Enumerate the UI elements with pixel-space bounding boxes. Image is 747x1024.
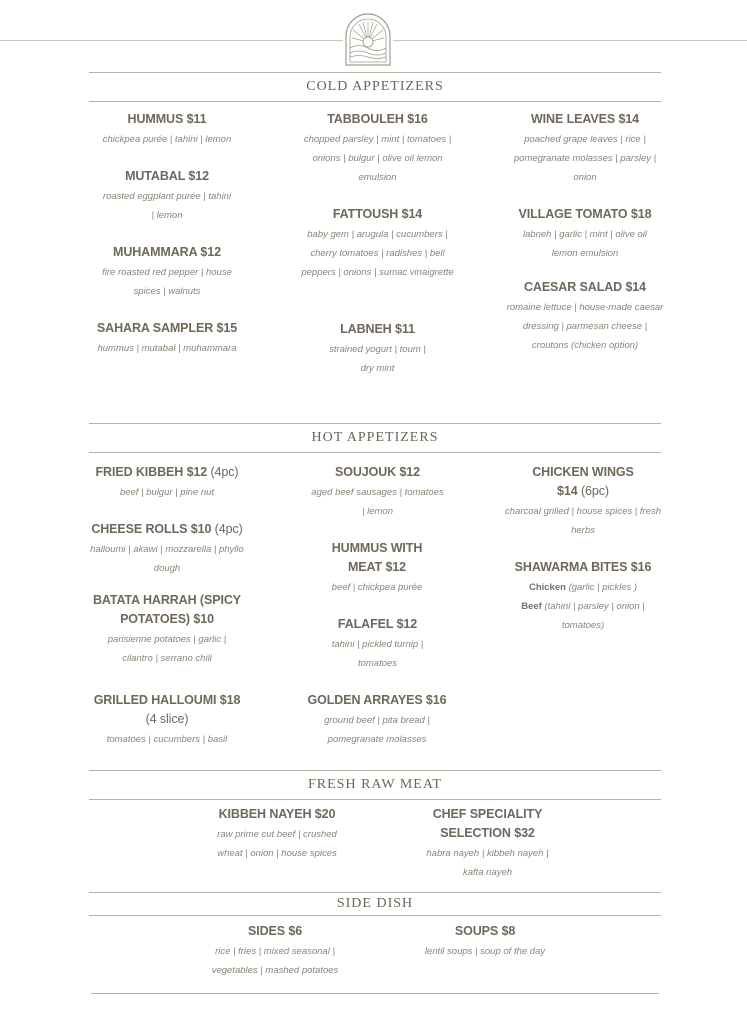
- menu-item: [92, 691, 242, 749]
- section-title-hot-appetizers: HOT APPETIZERS: [89, 423, 661, 453]
- item-name: MUTABAL $12: [125, 169, 209, 183]
- menu-item: [310, 463, 445, 521]
- item-description: aged beef sausages | tomatoes | lemon: [311, 487, 444, 517]
- menu-item: [300, 110, 455, 187]
- item-name: FALAFEL $12: [337, 617, 418, 631]
- item-name: GOLDEN ARRAYES $16: [307, 693, 447, 707]
- menu-item: [300, 205, 455, 282]
- item-description: beef | chickpea purée: [331, 582, 423, 593]
- item-name: FATTOUSH $14: [332, 207, 423, 221]
- menu-item: [325, 320, 430, 378]
- item-description: labneh | garlic | mint | olive oil lemon emulsion: [522, 229, 648, 259]
- menu-item: [92, 591, 242, 668]
- item-description: (garlic | pickles ): [565, 582, 638, 593]
- item-description: habra nayeh | kibbeh nayeh | kafta nayeh: [426, 848, 549, 878]
- menu-item: [420, 805, 555, 882]
- menu-item: [200, 922, 350, 980]
- item-description: parisienne potatoes | garlic | cilantro | serrano chili: [107, 634, 227, 664]
- item-name: SOUJOUK $12: [334, 465, 421, 479]
- bottom-rule: [91, 993, 659, 994]
- item-name: MUHAMMARA $12: [113, 245, 221, 259]
- menu-item: [505, 278, 665, 355]
- item-description: romaine lettuce | house-made caesar dressing | parmesan cheese | croutons (chicken option): [506, 302, 664, 351]
- menu-item: [510, 205, 660, 263]
- item-name: SHAWARMA BITES $16: [514, 560, 652, 574]
- item-name: WINE LEAVES $14: [530, 112, 640, 126]
- item-name: HUMMUS $11: [127, 112, 207, 126]
- menu-item: [87, 520, 247, 578]
- item-name: HUMMUS WITH MEAT $12: [331, 541, 423, 574]
- menu-item: [508, 558, 658, 635]
- item-description: baby gem | arugula | cucumbers | cherry tomatoes | radishes | bell peppers | onions | sumac vinaigrette: [301, 229, 454, 278]
- section-title-cold-appetizers: COLD APPETIZERS: [89, 72, 661, 102]
- item-desc-label: Beef: [521, 601, 542, 612]
- item-name: SOUPS $8: [454, 924, 516, 938]
- item-description: poached grape leaves | rice | pomegranate molasses | parsley | onion: [513, 134, 657, 183]
- item-portion: (4 slice): [145, 712, 189, 726]
- item-description: charcoal grilled | house spices | fresh herbs: [505, 506, 661, 536]
- item-name: SAHARA SAMPLER $15: [96, 321, 238, 335]
- sun-arch-logo-icon: [343, 12, 393, 66]
- menu-item: [505, 463, 661, 540]
- item-name: VILLAGE TOMATO $18: [518, 207, 652, 221]
- item-name: LABNEH $11: [340, 322, 415, 336]
- item-description: hummus | mutabal | muhammara: [97, 343, 237, 354]
- menu-item: [322, 539, 432, 597]
- item-description: chopped parsley | mint | tomatoes | onions | bulgur | olive oil lemon emulsion: [303, 134, 452, 183]
- item-description: tomatoes | cucumbers | basil: [106, 734, 228, 745]
- menu-item: [297, 691, 457, 749]
- item-description: (tahini | parsley | onion | tomatoes): [541, 601, 645, 631]
- menu-item: [102, 167, 232, 225]
- item-description: rice | fries | mixed seasonal | vegetables | mashed potatoes: [211, 946, 339, 976]
- item-description: lentil soups | soup of the day: [424, 946, 546, 957]
- item-description: fire roasted red pepper | house spices | walnuts: [102, 267, 232, 297]
- item-name: CHICKEN WINGS $14: [532, 465, 634, 498]
- menu-item: [207, 805, 347, 863]
- item-description: ground beef | pita bread | pomegranate molasses: [324, 715, 430, 745]
- item-name: CAESAR SALAD $14: [523, 280, 647, 294]
- item-description: halloumi | akawi | mozzarella | phyllo dough: [90, 544, 244, 574]
- item-name: KIBBEH NAYEH $20: [218, 807, 336, 821]
- section-title-fresh-raw-meat: FRESH RAW MEAT: [89, 770, 661, 800]
- menu-item: [315, 615, 440, 673]
- item-description: strained yogurt | toum | dry mint: [329, 344, 426, 374]
- item-name: CHEF SPECIALITY SELECTION $32: [432, 807, 543, 840]
- menu-item: [87, 319, 247, 358]
- menu-item: [102, 243, 232, 301]
- item-name: SIDES $6: [247, 924, 303, 938]
- item-portion: (4pc): [207, 465, 239, 479]
- item-description: chickpea purée | tahini | lemon: [102, 134, 232, 145]
- menu-item: [87, 463, 247, 502]
- item-desc-label: Chicken: [528, 582, 566, 593]
- section-title-side-dish: SIDE DISH: [89, 892, 661, 916]
- item-description: raw prime cut beef | crushed wheat | onion | house spices: [217, 829, 337, 859]
- menu-item: [410, 922, 560, 961]
- item-name: FRIED KIBBEH $12: [95, 465, 208, 479]
- menu-item: [510, 110, 660, 187]
- item-portion: (4pc): [211, 522, 243, 536]
- item-name: BATATA HARRAH (SPICY POTATOES) $10: [93, 593, 241, 626]
- item-name: CHEESE ROLLS $10: [91, 522, 212, 536]
- item-name: TABBOULEH $16: [327, 112, 428, 126]
- menu-item: [92, 110, 242, 149]
- item-description: tahini | pickled turnip | tomatoes: [331, 639, 424, 669]
- item-description: roasted eggplant purée | tahini | lemon: [102, 191, 232, 221]
- item-portion: (6pc): [577, 484, 609, 498]
- item-description: beef | bulgur | pine nut: [119, 487, 215, 498]
- item-name: GRILLED HALLOUMI $18: [93, 693, 241, 707]
